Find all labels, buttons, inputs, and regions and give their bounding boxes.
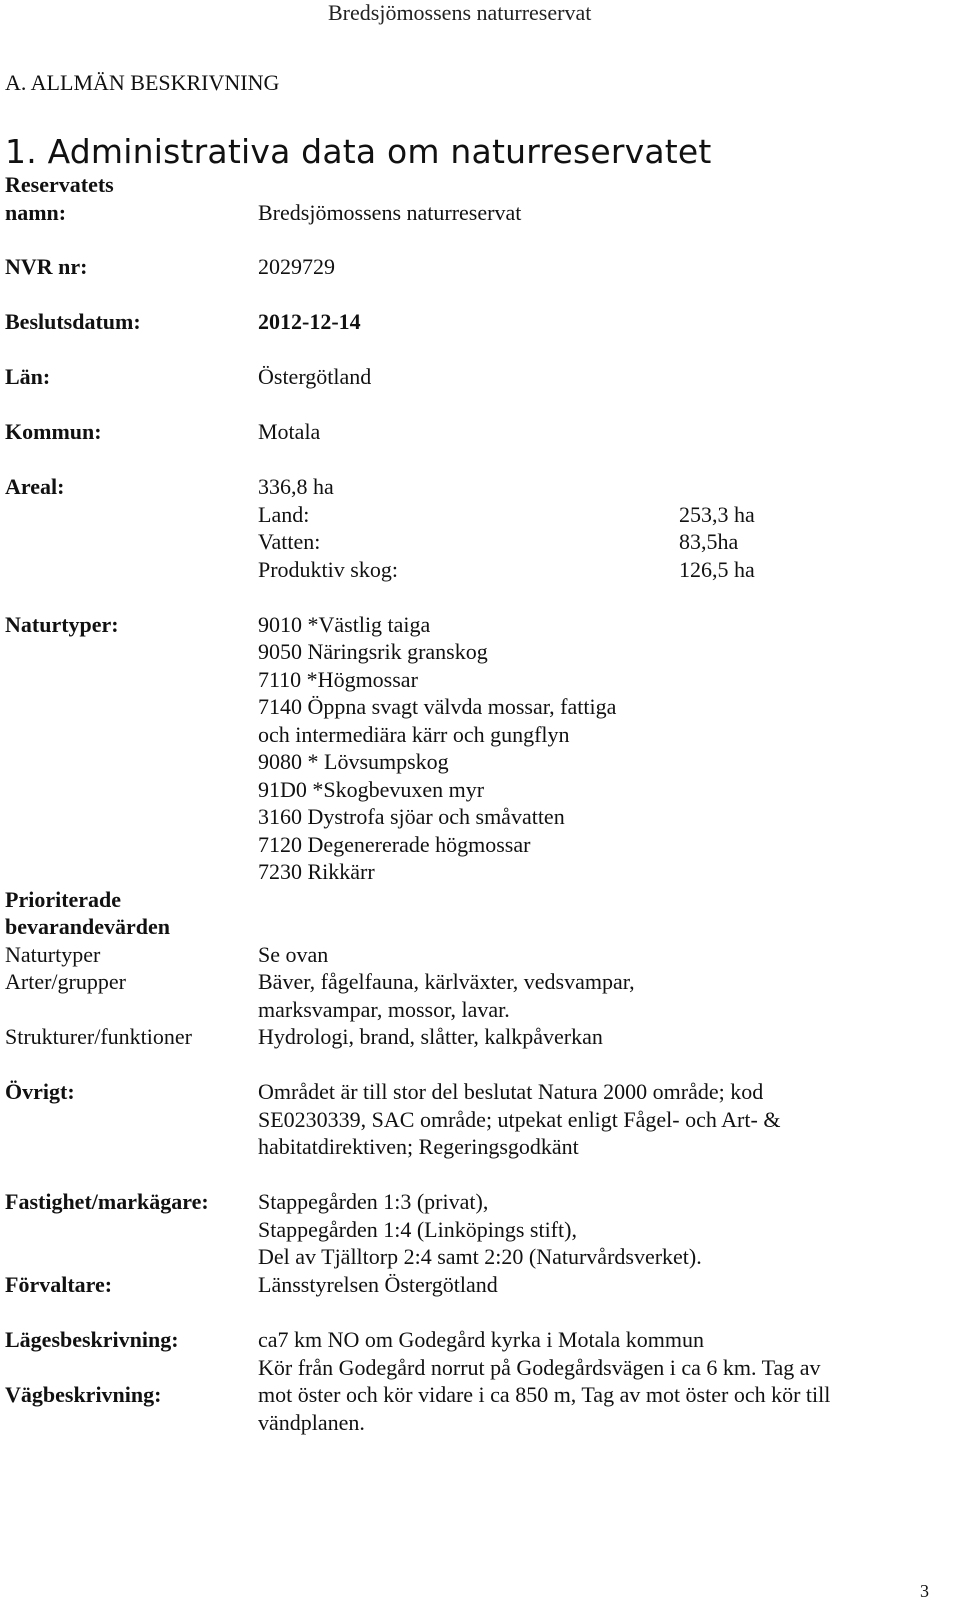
fastighet-label: Fastighet/markägare: [5, 1189, 209, 1214]
prio-naturtyper-label: Naturtyper [5, 942, 101, 967]
naturtyp-line: 9080 * Lövsumpskog [258, 749, 449, 774]
beslutsdatum-value: 2012-12-14 [258, 309, 361, 334]
naturtyp-line: och intermediära kärr och gungflyn [258, 722, 570, 747]
areal-vatten-label: Vatten: [258, 529, 321, 554]
lage-value: ca7 km NO om Godegård kyrka i Motala kommun [258, 1327, 705, 1352]
nvr-value: 2029729 [258, 254, 335, 279]
naturtyper-label: Naturtyper: [5, 612, 119, 637]
vag-line: Kör från Godegård norrut på Godegårdsvägen i ca 6 km. Tag av [258, 1355, 821, 1380]
ovrigt-line: Området är till stor del beslutat Natura 2000 område; kod [258, 1079, 764, 1104]
areal-vatten-value: 83,5ha [679, 529, 739, 554]
areal-skog-label: Produktiv skog: [258, 557, 398, 582]
areal-land-label: Land: [258, 502, 310, 527]
kommun-label: Kommun: [5, 419, 102, 444]
fastighet-line: Stappegården 1:4 (Linköpings stift), [258, 1217, 577, 1242]
prio-label-line1: Prioriterade [5, 887, 122, 912]
prio-arter-label: Arter/grupper [5, 969, 126, 994]
prio-arter-value-line2: marksvampar, mossor, lavar. [258, 997, 510, 1022]
page-number: 3 [920, 1581, 929, 1601]
page-title: 1. Administrativa data om naturreservatet [5, 132, 712, 171]
reservat-label-line1: Reservatets [5, 172, 114, 197]
reservat-label-line2: namn: [5, 200, 67, 225]
naturtyp-line: 7110 *Högmossar [258, 667, 418, 692]
ovrigt-label: Övrigt: [5, 1079, 75, 1104]
nvr-label: NVR nr: [5, 254, 88, 279]
naturtyp-line: 9050 Näringsrik granskog [258, 639, 488, 664]
fastighet-line: Del av Tjälltorp 2:4 samt 2:20 (Naturvårdsverket). [258, 1244, 702, 1269]
prio-struktur-label: Strukturer/funktioner [5, 1024, 192, 1049]
naturtyp-line: 7140 Öppna svagt välvda mossar, fattiga [258, 694, 617, 719]
reservat-value: Bredsjömossens naturreservat [258, 200, 522, 225]
vag-line: mot öster och kör vidare i ca 850 m, Tag av mot öster och kör till [258, 1382, 831, 1407]
section-title: A. ALLMÄN BESKRIVNING [5, 70, 280, 95]
ovrigt-line: SE0230339, SAC område; utpekat enligt Fågel- och Art- & [258, 1107, 781, 1132]
beslutsdatum-label: Beslutsdatum: [5, 309, 141, 334]
areal-value: 336,8 ha [258, 474, 334, 499]
vag-line: vändplanen. [258, 1410, 365, 1435]
areal-label: Areal: [5, 474, 65, 499]
naturtyp-line: 7120 Degenererade högmossar [258, 832, 531, 857]
forvaltare-value: Länsstyrelsen Östergötland [258, 1272, 498, 1297]
kommun-value: Motala [258, 419, 321, 444]
page-header-title: Bredsjömossens naturreservat [328, 0, 592, 25]
naturtyp-line: 7230 Rikkärr [258, 859, 375, 884]
prio-arter-value-line1: Bäver, fågelfauna, kärlväxter, vedsvampar, [258, 969, 635, 994]
areal-land-value: 253,3 ha [679, 502, 755, 527]
naturtyp-line: 91D0 *Skogbevuxen myr [258, 777, 485, 802]
areal-skog-value: 126,5 ha [679, 557, 755, 582]
prio-naturtyper-value: Se ovan [258, 942, 329, 967]
forvaltare-label: Förvaltare: [5, 1272, 113, 1297]
lan-value: Östergötland [258, 364, 372, 389]
prio-label-line2: bevarandevärden [5, 914, 170, 939]
prio-struktur-value: Hydrologi, brand, slåtter, kalkpåverkan [258, 1024, 603, 1049]
naturtyp-line: 9010 *Västlig taiga [258, 612, 431, 637]
ovrigt-line: habitatdirektiven; Regeringsgodkänt [258, 1134, 579, 1159]
fastighet-line: Stappegården 1:3 (privat), [258, 1189, 489, 1214]
lan-label: Län: [5, 364, 51, 389]
vag-label: Vägbeskrivning: [5, 1382, 162, 1407]
naturtyp-line: 3160 Dystrofa sjöar och småvatten [258, 804, 565, 829]
lage-label: Lägesbeskrivning: [5, 1327, 179, 1352]
